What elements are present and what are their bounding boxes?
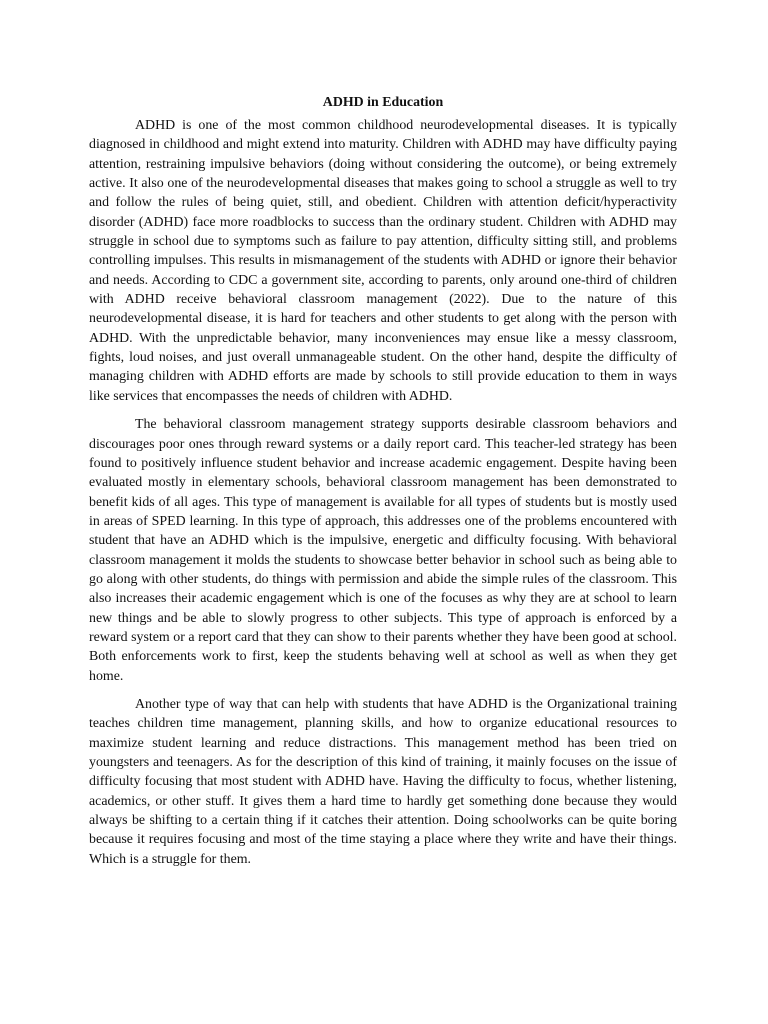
paragraph-organizational-training: Another type of way that can help with students that have ADHD is the Organizational training teaches children time management, planning skills, and how to organize educational resources to maximize student learning and reduce distractions. This management method has been tried on youngsters and teenagers. As for the description of this kind of training, it mainly focuses on the issue of difficulty focusing that most student with ADHD have. Having the difficulty to focus, whether listening, academics, or other stuff. It gives them a hard time to hardly get something done because they would always be shifting to a certain thing if it catches their attention. Doing schoolworks can be quite boring because it requires focusing and most of the time staying a place where they write and have their things. Which is a struggle for them. bbox=[89, 696, 677, 867]
paragraph-introduction: ADHD is one of the most common childhood neurodevelopmental diseases. It is typically diagnosed in childhood and might extend into maturity. Children with ADHD may have difficulty paying attention, restraining impulsive behaviors (doing without considering the outcome), or being extremely active. It also one of the neurodevelopmental diseases that makes going to school a struggle as well to try and follow the rules of being quiet, still, and obedient. Children with attention deficit/hyperactivity disorder (ADHD) face more roadblocks to success than the ordinary student. Children with ADHD may struggle in school due to symptoms such as failure to pay attention, difficulty sitting still, and problems controlling impulses. This results in mismanagement of the students with ADHD or ignore their behavior and needs. According to CDC a government site, according to parents, only around one-third of children with ADHD receive behavioral classroom management (2022). Due to the nature of this neurodevelopmental disease, it is hard for teachers and other students to get along with the person with ADHD. With the unpredictable behavior, many inconveniences may ensue like a messy classroom, fights, loud noises, and just overall unmanageable student. On the other hand, despite the difficulty of managing children with ADHD efforts are made by schools to still provide education to them in ways like services that encompasses the needs of children with ADHD. bbox=[89, 118, 677, 404]
document-body bbox=[89, 92, 677, 878]
paragraph-behavioral-management: The behavioral classroom management strategy supports desirable classroom behaviors and discourages poor ones through reward systems or a daily report card. This teacher-led strategy has been found to positively influence student behavior and increase academic engagement. Despite having been evaluated mostly in elementary schools, behavioral classroom management has been demonstrated to benefit kids of all ages. This type of management is available for all types of students but is mostly used in areas of SPED learning. In this type of approach, this addresses one of the problems encountered with student that have an ADHD which is the impulsive, energetic and difficulty focusing. With behavioral classroom management it molds the students to showcase better behavior in school such as being able to go along with other students, do things with permission and abide the simple rules of the classroom. This also increases their academic engagement which is one of the focuses as why they are at school to learn new things and be able to slowly progress to other subjects. This type of approach is enforced by a reward system or a report card that they can show to their parents whether they have been good at school. Both enforcements work to first, keep the students behaving well at school as well as when they get home. bbox=[89, 417, 677, 684]
document-title: ADHD in Education bbox=[322, 95, 444, 110]
